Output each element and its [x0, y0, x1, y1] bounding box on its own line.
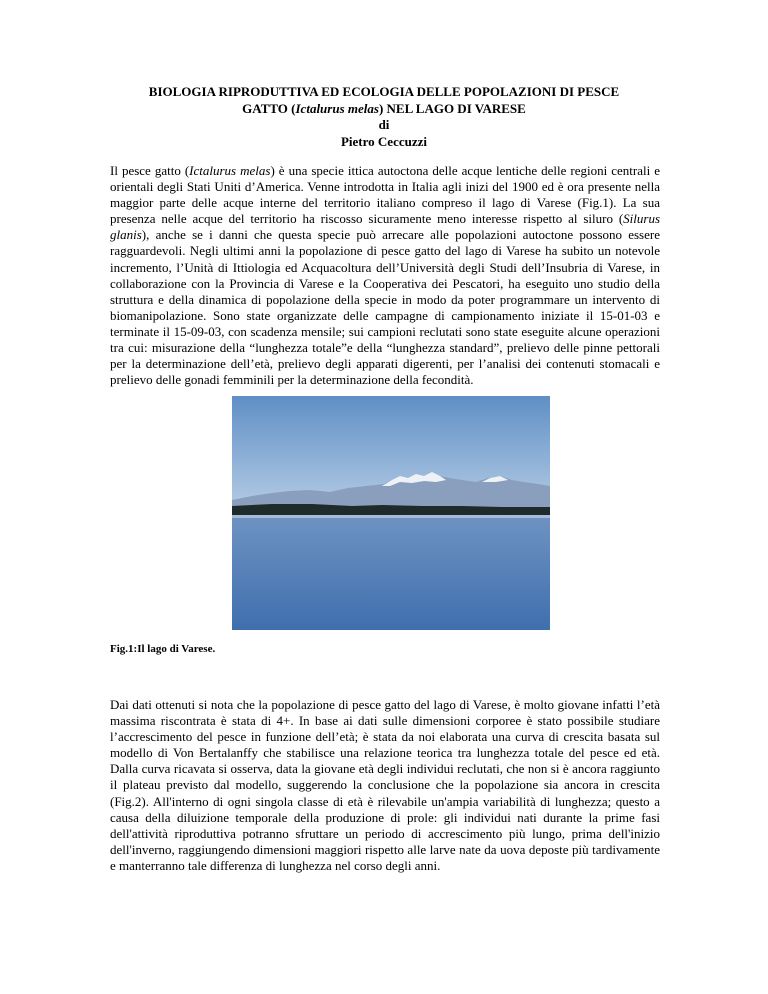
lake-water	[232, 515, 550, 630]
title-line-2-end: ) NEL LAGO DI VARESE	[378, 100, 526, 116]
species-silurus: Silurus glanis	[110, 211, 660, 243]
intro-paragraph	[110, 163, 660, 388]
lake-photo-graphic	[232, 396, 550, 630]
species-ictalurus: Ictalurus melas	[189, 163, 271, 178]
intro-text-c: ), anche se i danni che questa specie può arrecare alle popolazioni autoctone possono essere ragguardevoli. Negli ultimi anni la popolazione di pesce gatto del lago di Varese ha subito un notevole incremento, l’Unità di Ittiologia ed Acquacoltura dell’Università degli Studi dell’Insubria di Varese, in collaborazione con la Provincia di Varese e la Cooperativa dei Pescatori, ha eseguito uno studio della struttura e della dinamica di popolazione della specie in modo da poter programmare un intervento di biomanipolazione. Sono state organizzate delle campagne di campionamento iniziate il 15-01-03 e terminate il 15-09-03, con scadenza mensile; sui campioni reclutati sono state eseguite alcune operazioni tra cui: misurazione della “lunghezza totale”e della “lunghezza standard”, prelievo delle pinne pettorali per la determinazione dell’età, prelievo degli apparati digerenti, per l’analisi dei contenuti stomacali e prelievo delle gonadi femminili per la determinazione della fecondità.	[110, 227, 660, 388]
title-line-1: BIOLOGIA RIPRODUTTIVA ED ECOLOGIA DELLE POPOLAZIONI DI PESCE	[148, 84, 620, 99]
intro-text-a: Il pesce gatto (	[110, 163, 190, 178]
title-by: di	[378, 117, 390, 132]
title-species-name: Ictalurus melas	[295, 100, 379, 116]
author-name: Pietro Ceccuzzi	[340, 133, 428, 149]
document-title	[100, 84, 668, 150]
lake-varese-photo	[232, 396, 550, 630]
water-reflection	[232, 515, 550, 518]
title-line-2	[100, 101, 668, 118]
intro-text-b: ) è una specie ittica autoctona delle acque lentiche delle regioni centrali e orientali degli Stati Uniti d’America. Venne introdotta in Italia agli inizi del 1900 ed è ora presente nella maggior parte delle acque interne del territorio italiano compreso il lago di Varese (Fig.1). La sua presenza nelle acque del territorio ha riscosso sicuramente meno interesse rispetto al siluro (	[110, 163, 660, 227]
results-paragraph: Dai dati ottenuti si nota che la popolazione di pesce gatto del lago di Varese, è molto giovane infatti l’età massima riscontrata è stata di 4+. In base ai dati sulle dimensioni corporee è stato possibile studiare l’accrescimento del pesce in funzione dell’età; è stata da noi elaborata una curva di crescita basata sul modello di Von Bertalanffy che stabilisce una relazione teorica tra lunghezza totale del pesce ed età. Dalla curva ricavata si osserva, data la giovane età degli individui reclutati, che non si è ancora raggiunto il plateau previsto dal modello, suggerendo la conclusione che la popolazione sia ancora in crescita (Fig.2). All'interno di ogni singola classe di età è rilevabile un'ampia variabilità di lunghezza; questo a causa della diluizione temporale della produzione di prole: gli individui nati durante la prime fasi dell'attività riproduttiva potranno sfruttare un periodo di accrescimento più lungo, prima dell'inizio dell'inverno, raggiungendo dimensioni maggiori rispetto alle larve nate da uova deposte più tardivamente e manterranno tale differenza di lunghezza nel corso degli anni.	[110, 697, 660, 873]
title-line-2-start: GATTO (	[242, 100, 296, 116]
figure-caption: Fig.1:Il lago di Varese.	[110, 643, 216, 655]
